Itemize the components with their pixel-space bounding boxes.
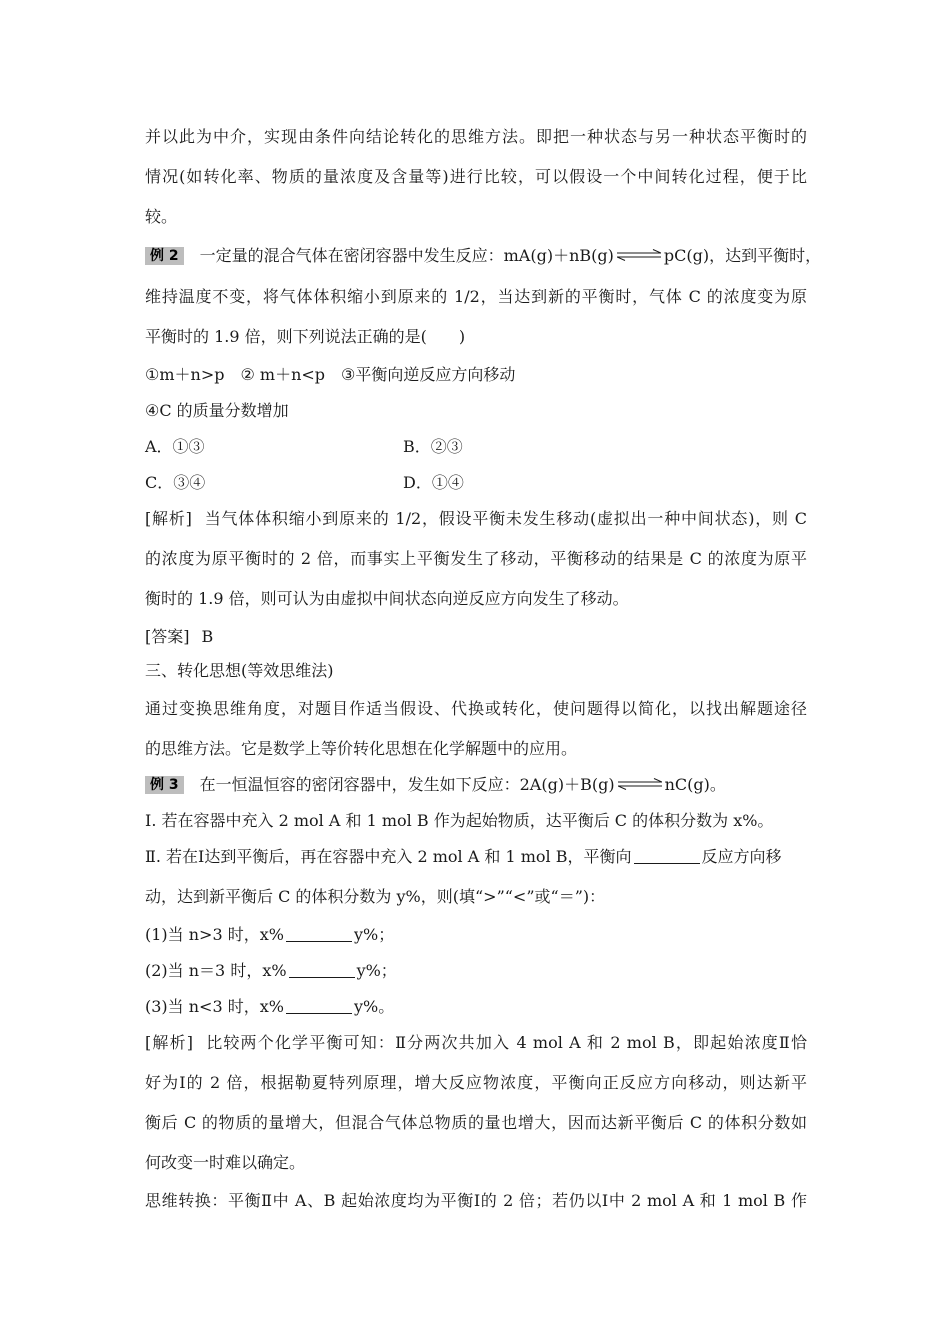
analysis-text: 当气体体积缩小到原来的 1/2，假设平衡未发生移动(虚拟出一种中间状态)，则 C <box>203 509 807 528</box>
section-3-line: 通过变换思维角度，对题目作适当假设、代换或转化，使问题得以简化，以找出解题途径 <box>145 699 807 718</box>
option-b: B．②③ <box>403 437 463 456</box>
example-2-analysis-line: 衡时的 1.9 倍，则可认为由虚拟中间状态向逆反应方向发生了移动。 <box>145 589 629 608</box>
example-2-options-row <box>145 436 807 458</box>
sub-question-text: (3)当 n<3 时，x% <box>145 997 284 1016</box>
analysis-text: 比较两个化学平衡可知：Ⅱ分两次共加入 4 mol A 和 2 mol B，即起始浓度Ⅱ恰 <box>205 1033 807 1052</box>
sub-question-text: (2)当 n＝3 时，x% <box>145 961 287 980</box>
example-3-analysis-line: 何改变一时难以确定。 <box>145 1153 306 1172</box>
example-2-stem-line: 平衡时的 1.9 倍，则下列说法正确的是( ) <box>145 327 466 346</box>
section-3-title: 三、转化思想(等效思维法) <box>145 661 334 680</box>
paragraph-line: 较。 <box>145 207 178 226</box>
example-3-stem-line <box>145 774 807 796</box>
answer-value: B <box>201 627 214 646</box>
example-2-statements: ①m＋n>p ② m＋n<p ③平衡向逆反应方向移动 <box>145 365 516 384</box>
equilibrium-arrow-icon <box>617 249 661 261</box>
section-3-line: 的思维方法。它是数学上等价转化思想在化学解题中的应用。 <box>145 739 578 758</box>
example-3-condition-1: Ⅰ. 若在容器中充入 2 mol A 和 1 mol B 作为起始物质，达平衡后 C 的体积分数为 x%。 <box>145 811 774 830</box>
example-3-analysis-line: 衡后 C 的物质的量增大，但混合气体总物质的量也增大，因而达新平衡后 C 的体积分数如 <box>145 1113 807 1132</box>
example-3-analysis-line: 好为Ⅰ的 2 倍，根据勒夏特列原理，增大反应物浓度，平衡向正反应方向移动，则达新平 <box>145 1073 807 1092</box>
example-2-answer <box>145 626 807 648</box>
sub-question-2 <box>145 960 807 982</box>
paragraph-line: 并以此为中介，实现由条件向结论转化的思维方法。即把一种状态与另一种状态平衡时的 <box>145 127 807 146</box>
answer-blank[interactable] <box>289 963 355 978</box>
sub-question-text-end: y%； <box>353 925 395 944</box>
answer-tag: [答案] <box>145 627 190 646</box>
example-2-analysis-line <box>145 508 807 530</box>
option-c: C．③④ <box>145 473 206 492</box>
condition-2-text-end: 反应方向移 <box>701 847 782 866</box>
example-2-options-row <box>145 472 807 494</box>
option-a: A．①③ <box>145 437 205 456</box>
example-3-tag: 例 3 <box>145 776 184 794</box>
example-2-stem-part2: pC(g)，达到平衡时， <box>663 246 822 265</box>
example-3-analysis-line: 思维转换：平衡Ⅱ中 A、B 起始浓度均为平衡Ⅰ的 2 倍；若仍以Ⅰ中 2 mol A 和 1 mol B 作 <box>145 1191 807 1210</box>
example-3-condition-line: 动，达到新平衡后 C 的体积分数为 y%，则(填“>”“<”或“＝”)： <box>145 887 606 906</box>
option-d: D．①④ <box>403 473 464 492</box>
example-3-condition-2 <box>145 846 807 868</box>
answer-blank[interactable] <box>634 849 700 864</box>
equilibrium-arrow-icon <box>618 778 662 790</box>
sub-question-1 <box>145 924 807 946</box>
analysis-tag: [解析] <box>145 509 192 528</box>
example-2-analysis-line: 的浓度为原平衡时的 2 倍，而事实上平衡发生了移动，平衡移动的结果是 C 的浓度为原平 <box>145 549 807 568</box>
example-2-statement-4: ④C 的质量分数增加 <box>145 401 289 420</box>
example-3-stem-part2: nC(g)。 <box>664 775 726 794</box>
analysis-tag: [解析] <box>145 1033 194 1052</box>
example-2-stem-line <box>145 245 822 267</box>
sub-question-text: (1)当 n>3 时，x% <box>145 925 284 944</box>
answer-blank[interactable] <box>286 999 352 1014</box>
example-2-stem-line: 维持温度不变，将气体体积缩小到原来的 1/2，当达到新的平衡时，气体 C 的浓度变为原 <box>145 287 807 306</box>
sub-question-text-end: y%； <box>356 961 397 980</box>
sub-question-text-end: y%。 <box>353 997 395 1016</box>
example-2-stem-part1: 一定量的混合气体在密闭容器中发生反应：mA(g)＋nB(g) <box>199 246 614 265</box>
paragraph-line: 情况(如转化率、物质的量浓度及含量等)进行比较，可以假设一个中间转化过程，便于比 <box>145 167 807 186</box>
example-2-tag: 例 2 <box>145 247 184 265</box>
answer-blank[interactable] <box>286 927 352 942</box>
example-3-stem-part1: 在一恒温恒容的密闭容器中，发生如下反应：2A(g)＋B(g) <box>199 775 615 794</box>
sub-question-3 <box>145 996 807 1018</box>
example-3-analysis-line <box>145 1032 807 1054</box>
condition-2-text: Ⅱ. 若在Ⅰ达到平衡后，再在容器中充入 2 mol A 和 1 mol B，平衡向 <box>145 847 632 866</box>
